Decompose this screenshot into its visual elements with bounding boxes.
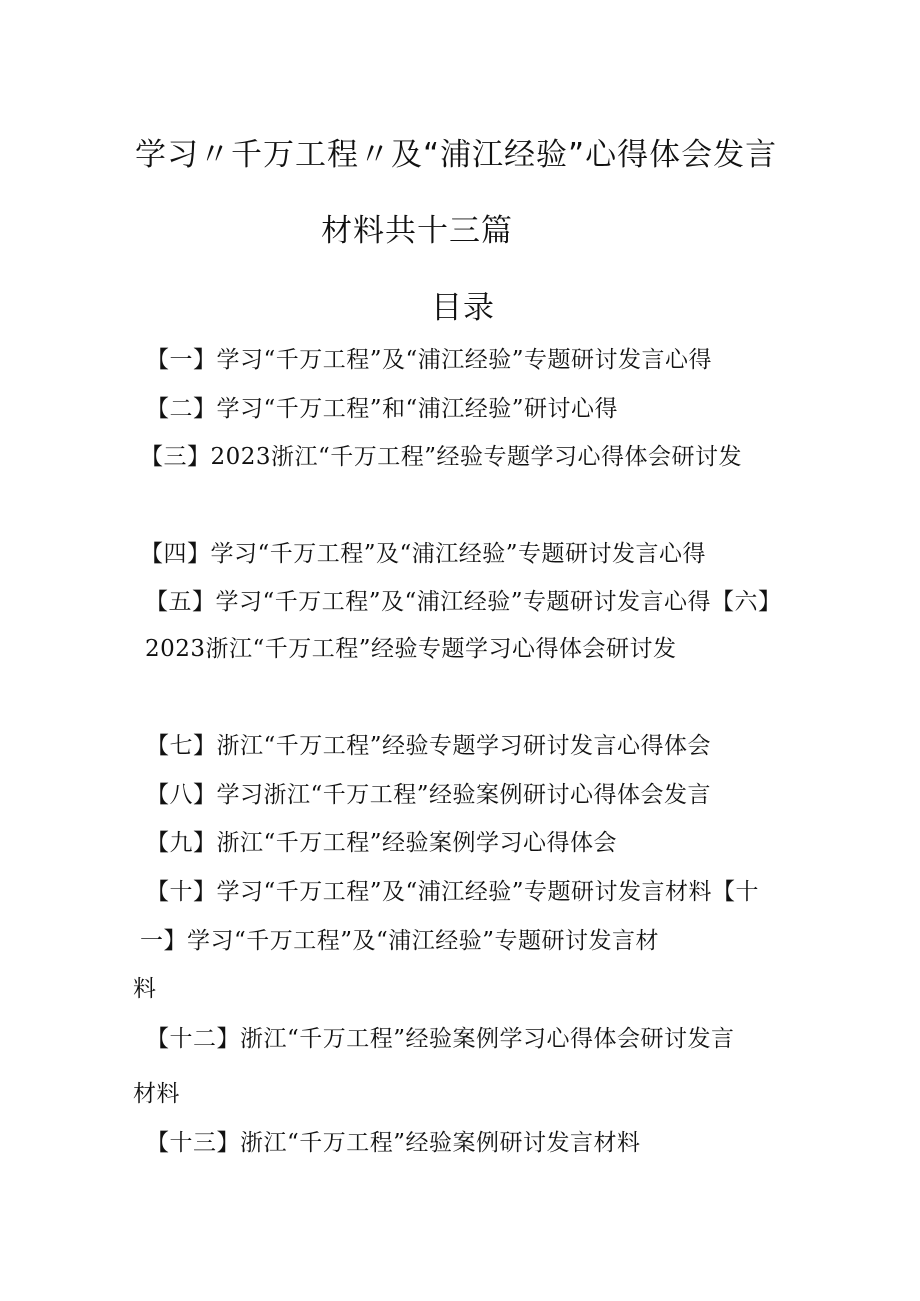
toc-heading: 目录 <box>431 290 495 326</box>
toc-entry-2: 【二】学习“千万工程”和“浦江经验”研讨心得 <box>146 396 619 422</box>
toc-entry-1: 【一】学习“千万工程”及“浦江经验”专题研讨发言心得 <box>146 347 713 373</box>
toc-entry-12: 【十二】浙江“千万工程”经验案例学习心得体会研讨发言 <box>146 1026 735 1052</box>
toc-entry-11-wrap: 料 <box>133 976 157 1002</box>
toc-entry-10-11: 【十】学习“千万工程”及“浦江经验”专题研讨发言材料【十 <box>146 879 760 905</box>
toc-entry-6-continued: 2023浙江“千万工程”经验专题学习心得体会研讨发 <box>145 636 677 662</box>
toc-entry-4: 【四】学习“千万工程”及“浦江经验”专题研讨发言心得 <box>140 541 707 567</box>
toc-entry-7: 【七】浙江“千万工程”经验专题学习研讨发言心得体会 <box>146 733 712 759</box>
toc-entry-11-continued: 一】学习“千万工程”及“浦江经验”专题研讨发言材 <box>140 928 660 954</box>
toc-entry-12-wrap: 材料 <box>133 1081 180 1107</box>
document-title-line-2: 材料共十三篇 <box>321 213 513 249</box>
toc-entry-13: 【十三】浙江“千万工程”经验案例研讨发言材料 <box>146 1130 641 1156</box>
toc-entry-3: 【三】2023浙江“千万工程”经验专题学习心得体会研讨发 <box>140 444 743 470</box>
toc-entry-9: 【九】浙江“千万工程”经验案例学习心得体会 <box>146 830 618 856</box>
toc-entry-8: 【八】学习浙江“千万工程”经验案例研讨心得体会发言 <box>146 782 712 808</box>
document-title-line-1: 学习〃千万工程〃及“浦江经验”心得体会发言 <box>135 137 778 173</box>
toc-entry-5-6: 【五】学习“千万工程”及“浦江经验”专题研讨发言心得【六】 <box>145 589 782 615</box>
